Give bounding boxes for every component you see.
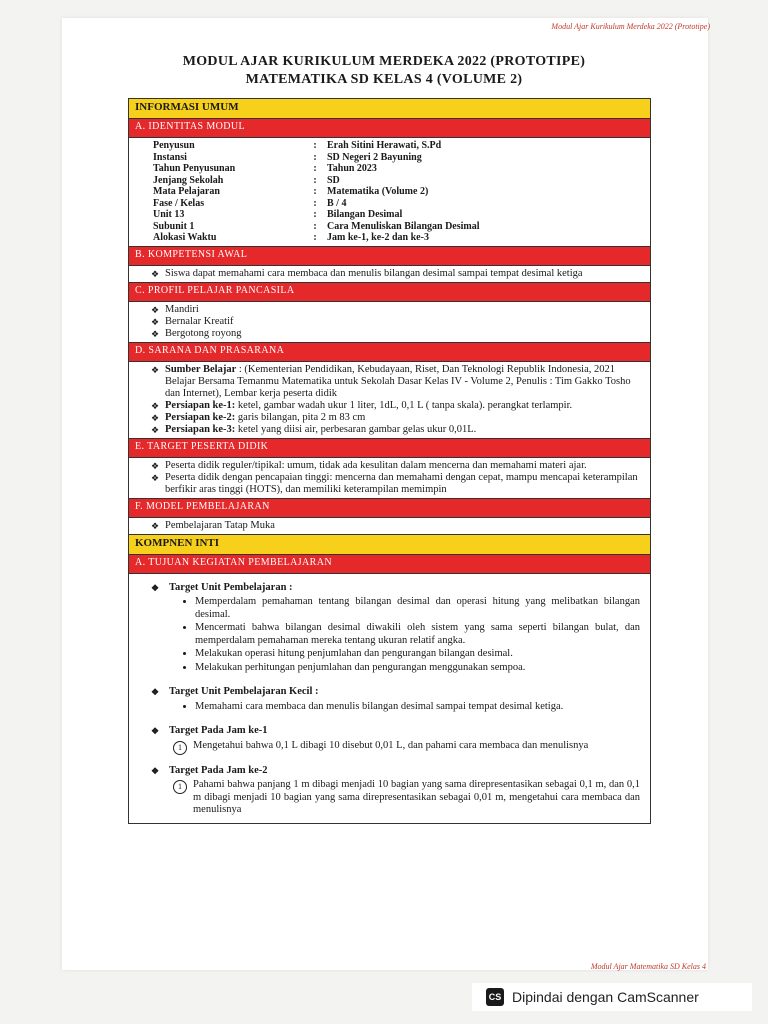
identitas-value: SD <box>327 174 340 186</box>
sarana-item: ❖ Persiapan ke-2: garis bilangan, pita 2 m 83 cm <box>151 412 642 424</box>
identitas-label: Tahun Penyusunan <box>153 163 236 174</box>
tujuan-section <box>129 574 650 823</box>
identitas-row <box>153 140 650 152</box>
identitas-value: Jam ke-1, ke-2 dan ke-3 <box>327 232 429 243</box>
identitas-row <box>153 232 650 244</box>
identitas-value: Matematika (Volume 2) <box>327 186 429 197</box>
target-jam-2-title: ❖ Target Pada Jam ke-2 <box>151 765 640 778</box>
target-unit-kecil-title: ❖ Target Unit Pembelajaran Kecil : <box>151 686 640 699</box>
target-unit-title: ❖ Target Unit Pembelajaran : <box>151 582 640 595</box>
target-unit-kecil-item: • Memahami cara membaca dan menulis bilangan desimal sampai tempat desimal ketiga. <box>195 701 640 714</box>
document-title-line-2: MATEMATIKA SD KELAS 4 (VOLUME 2) <box>245 72 523 87</box>
identitas-row <box>153 198 650 210</box>
running-header: Modul Ajar Kurikulum Merdeka 2022 (Prototipe) <box>551 22 710 31</box>
camscanner-logo-icon: CS <box>486 988 504 1006</box>
target-jam-1-title: ❖ Target Pada Jam ke-1 <box>151 725 640 738</box>
target-unit-item: • Memperdalam pemahaman tentang bilangan desimal dan operasi hitung yang melibatkan bilangan desimal. <box>195 596 640 621</box>
identitas-row <box>153 175 650 187</box>
identitas-label: Alokasi Waktu <box>153 232 217 243</box>
target-unit-item: • Mencermati bahwa bilangan desimal diwakili oleh sistem yang sama seperti bilangan bulat, dan memperdalam pemahaman mereka tentang ukuran relatif angka. <box>195 622 640 647</box>
identitas-label: Penyusun <box>153 140 195 151</box>
identitas-row <box>153 186 650 198</box>
target-jam-2-item: 1 Pahami bahwa panjang 1 m dibagi menjadi 10 bagian yang sama direpresentasikan sebagai 0,1 m, dan 0,1 m dibagi menjadi 10 bagian yang sama direpresentasikan sebagai 0,01 m, mengetahui cara membaca dan menulisnya <box>173 779 640 817</box>
target-peserta-item: ❖ Peserta didik dengan pencapaian tinggi: mencerna dan memahami dengan cepat, mampu mencapai keterampilan berfikir aras tinggi (HOTS), dan memiliki keterampilan memimpin <box>151 472 642 496</box>
model-section <box>129 518 650 535</box>
sarana-item: ❖ Persiapan ke-3: ketel yang diisi air, perbesaran gambar gelas ukur 0,01L. <box>151 424 642 436</box>
identitas-colon: : <box>313 232 317 243</box>
identitas-label: Instansi <box>153 151 187 163</box>
identitas-value: SD Negeri 2 Bayuning <box>327 151 422 163</box>
target-peserta-section <box>129 458 650 499</box>
circled-number-icon: 1 <box>173 780 187 794</box>
identitas-colon: : <box>313 163 317 174</box>
camscanner-watermark <box>472 983 752 1011</box>
identitas-label: Fase / Kelas <box>153 197 205 209</box>
identitas-colon: : <box>313 140 317 151</box>
identitas-row <box>153 152 650 164</box>
section-header-target-peserta: E. TARGET PESERTA DIDIK <box>129 439 650 458</box>
kompetensi-section <box>129 266 650 283</box>
identitas-colon: : <box>313 209 317 220</box>
section-header-sarana: D. SARANA DAN PRASARANA <box>129 343 650 362</box>
identitas-value: Tahun 2023 <box>327 163 377 174</box>
identitas-value: Erah Sitini Herawati, S.Pd <box>327 140 442 151</box>
section-header-identitas: A. IDENTITAS MODUL <box>129 119 650 138</box>
profil-item: ❖ Mandiri <box>151 304 642 316</box>
identitas-row <box>153 221 650 233</box>
identitas-colon: : <box>313 197 317 209</box>
module-table <box>128 98 651 824</box>
profil-item: ❖ Bernalar Kreatif <box>151 316 642 328</box>
identitas-colon: : <box>313 186 317 197</box>
identitas-row <box>153 163 650 175</box>
camscanner-text: Dipindai dengan CamScanner <box>512 989 699 1005</box>
identitas-label: Mata Pelajaran <box>153 186 220 197</box>
identitas-value: Bilangan Desimal <box>327 209 403 220</box>
target-jam-1-item: 1 Mengetahui bahwa 0,1 L dibagi 10 disebut 0,01 L, dan pahami cara membaca dan menulisnya <box>173 740 640 755</box>
kompetensi-item: ❖ Siswa dapat memahami cara membaca dan menulis bilangan desimal sampai tempat desimal ketiga <box>151 268 642 280</box>
sarana-item: ❖ Sumber Belajar : (Kementerian Pendidikan, Kebudayaan, Riset, Dan Teknologi Republik Indonesia, 2021 Belajar Bersama Temanmu Matematika untuk Sekolah Dasar Kelas IV - Volume 2, Penulis : Tim Gakko Tosho dan Internet), Lembar kerja peserta didik <box>151 364 642 400</box>
running-footer: Modul Ajar Matematika SD Kelas 4 <box>590 962 706 971</box>
section-komponen-inti: KOMPNEN INTI <box>129 535 650 555</box>
section-header-model: F. MODEL PEMBELAJARAN <box>129 499 650 518</box>
target-unit-item: • Melakukan perhitungan penjumlahan dan pengurangan menggunakan sempoa. <box>195 662 640 675</box>
section-header-kompetensi: B. KOMPETENSI AWAL <box>129 247 650 266</box>
identitas-colon: : <box>313 174 317 186</box>
sarana-section <box>129 362 650 439</box>
profil-section <box>129 302 650 343</box>
identitas-label: Subunit 1 <box>153 220 195 232</box>
document-title-line-1: MODUL AJAR KURIKULUM MERDEKA 2022 (PROTOTIPE) <box>182 54 586 69</box>
circled-number-icon: 1 <box>173 741 187 755</box>
identitas-colon: : <box>313 151 317 163</box>
target-peserta-item: ❖ Peserta didik reguler/tipikal: umum, tidak ada kesulitan dalam mencerna dan memahami materi ajar. <box>151 460 642 472</box>
identitas-label: Unit 13 <box>153 209 185 220</box>
identitas-value: B / 4 <box>327 197 347 209</box>
sarana-item: ❖ Persiapan ke-1: ketel, gambar wadah ukur 1 liter, 1dL, 0,1 L ( tanpa skala). perangkat terlampir. <box>151 400 642 412</box>
section-header-tujuan: A. TUJUAN KEGIATAN PEMBELAJARAN <box>129 555 650 574</box>
target-unit-item: • Melakukan operasi hitung penjumlahan dan pengurangan bilangan desimal. <box>195 648 640 661</box>
identitas-label: Jenjang Sekolah <box>153 174 224 186</box>
profil-item: ❖ Bergotong royong <box>151 328 642 340</box>
identitas-row <box>153 209 650 221</box>
identitas-colon: : <box>313 220 317 232</box>
identitas-table <box>129 138 650 247</box>
identitas-value: Cara Menuliskan Bilangan Desimal <box>327 220 480 232</box>
section-informasi-umum: INFORMASI UMUM <box>129 99 650 119</box>
model-item: ❖ Pembelajaran Tatap Muka <box>151 520 642 532</box>
section-header-profil: C. PROFIL PELAJAR PANCASILA <box>129 283 650 302</box>
